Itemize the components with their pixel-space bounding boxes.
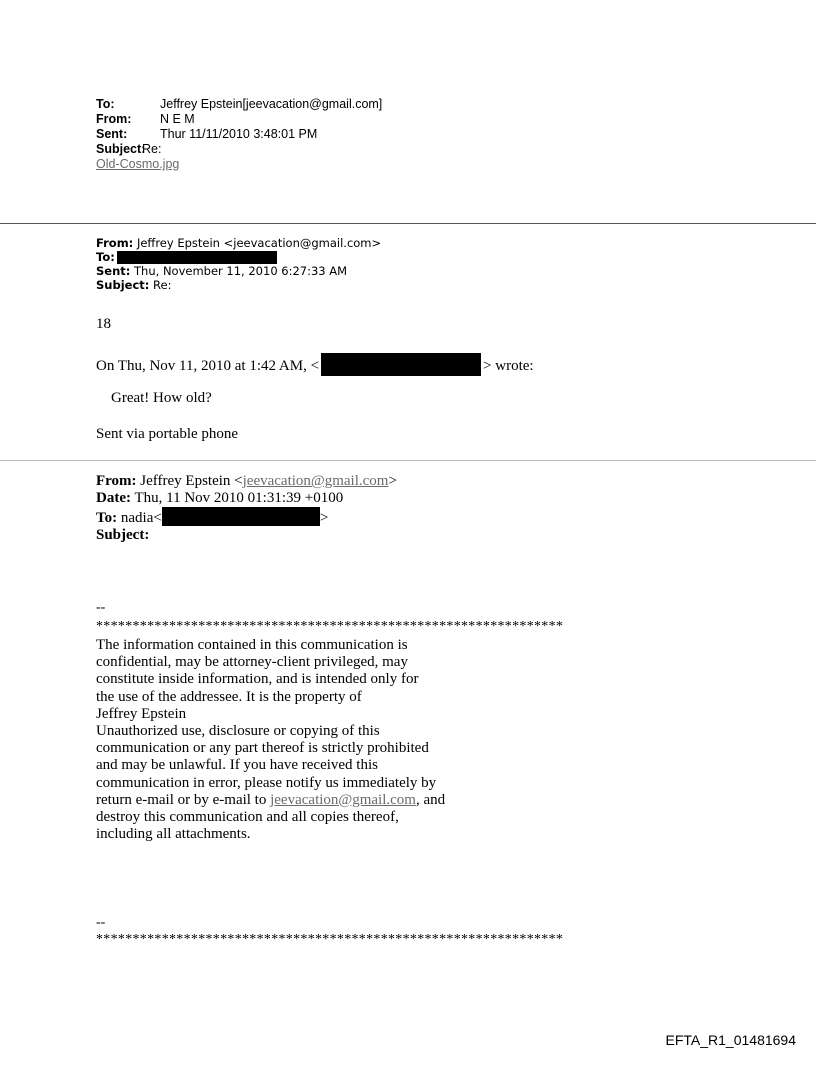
disclaimer-line: constitute inside information, and is intended only for	[96, 671, 419, 688]
to-label: To:	[96, 510, 118, 526]
quote-intro-before: On Thu, Nov 11, 2010 at 1:42 AM, <	[96, 358, 320, 374]
from-email-link[interactable]: jeevacation@gmail.com	[242, 473, 389, 489]
sent-value: Thu, November 11, 2010 6:27:33 AM	[134, 264, 348, 278]
signature-separator: --	[96, 915, 106, 930]
disclaimer-line: destroy this communication and all copies thereof,	[96, 809, 399, 826]
subject-row	[96, 278, 381, 292]
sent-label: Sent:	[96, 127, 128, 141]
quote-intro-after: > wrote:	[483, 358, 534, 374]
disclaimer-line: communication in error, please notify us immediately by	[96, 774, 437, 791]
to-label: To:	[96, 250, 115, 264]
to-close: >	[319, 510, 329, 526]
date-label: Date:	[96, 490, 131, 506]
from-label: From:	[96, 112, 132, 126]
quoted-message: Great! How old?	[111, 390, 212, 406]
to-label: To:	[96, 97, 115, 111]
disclaimer-line: Unauthorized use, disclosure or copying of this	[96, 723, 380, 740]
subject-label: Subject:	[96, 142, 146, 156]
disclaimer-email-link[interactable]: jeevacation@gmail.com	[270, 791, 416, 808]
divider-top	[0, 223, 816, 224]
from-row	[96, 236, 381, 250]
disclaimer-line: and may be unlawful. If you have received this	[96, 757, 378, 774]
date-row	[96, 490, 397, 507]
document-id: EFTA_R1_01481694	[665, 1032, 796, 1048]
disclaimer-text: , and	[415, 791, 446, 808]
subject-label: Subject:	[96, 278, 150, 292]
disclaimer-line: The information contained in this communication is	[96, 637, 408, 653]
subject-row	[96, 527, 397, 544]
redaction-box	[162, 507, 320, 526]
to-row	[96, 507, 397, 527]
disclaimer-line	[96, 792, 445, 809]
from-row	[96, 473, 397, 490]
disclaimer	[96, 637, 445, 843]
attachment-row	[96, 157, 382, 172]
redaction-box	[321, 353, 481, 376]
divider-second	[0, 460, 816, 461]
email-header-second	[96, 236, 381, 292]
subject-value: Re:	[142, 142, 162, 156]
email-header-top	[96, 97, 382, 172]
from-value: Jeffrey Epstein <jeevacation@gmail.com>	[136, 236, 382, 250]
to-value: nadia<	[120, 510, 162, 526]
disclaimer-line: confidential, may be attorney-client privileged, may	[96, 654, 408, 671]
attachment-link[interactable]: Old-Cosmo.jpg	[96, 157, 180, 171]
from-name: Jeffrey Epstein <	[140, 473, 243, 489]
to-row	[96, 97, 382, 112]
reply-text: 18	[96, 316, 111, 332]
from-value: N E M	[160, 112, 195, 126]
sent-label: Sent:	[96, 264, 131, 278]
from-close: >	[388, 473, 397, 489]
to-row	[96, 250, 381, 264]
stars-line: ****************************************************************	[96, 932, 564, 947]
from-row	[96, 112, 382, 127]
to-value: Jeffrey Epstein[jeevacation@gmail.com]	[160, 97, 383, 111]
signature: Sent via portable phone	[96, 426, 239, 442]
sent-value: Thur 11/11/2010 3:48:01 PM	[160, 127, 318, 141]
disclaimer-line: including all attachments.	[96, 826, 251, 843]
subject-value: Re:	[153, 278, 172, 292]
redaction-box	[117, 251, 277, 264]
sent-row	[96, 127, 382, 142]
subject-row	[96, 142, 382, 157]
from-label: From:	[96, 236, 134, 250]
stars-line: ****************************************************************	[96, 619, 564, 634]
disclaimer-line: Jeffrey Epstein	[96, 705, 187, 722]
from-label: From:	[96, 473, 137, 489]
email-header-third	[96, 473, 397, 544]
disclaimer-text: return e-mail or by e-mail to	[96, 791, 271, 808]
date-value: Thu, 11 Nov 2010 01:31:39 +0100	[134, 490, 344, 506]
subject-label: Subject:	[96, 527, 150, 543]
sent-row	[96, 264, 381, 278]
disclaimer-line: communication or any part thereof is strictly prohibited	[96, 740, 429, 757]
quote-intro	[96, 353, 534, 376]
disclaimer-line: the use of the addressee. It is the property of	[96, 688, 362, 705]
signature-separator: --	[96, 600, 106, 615]
